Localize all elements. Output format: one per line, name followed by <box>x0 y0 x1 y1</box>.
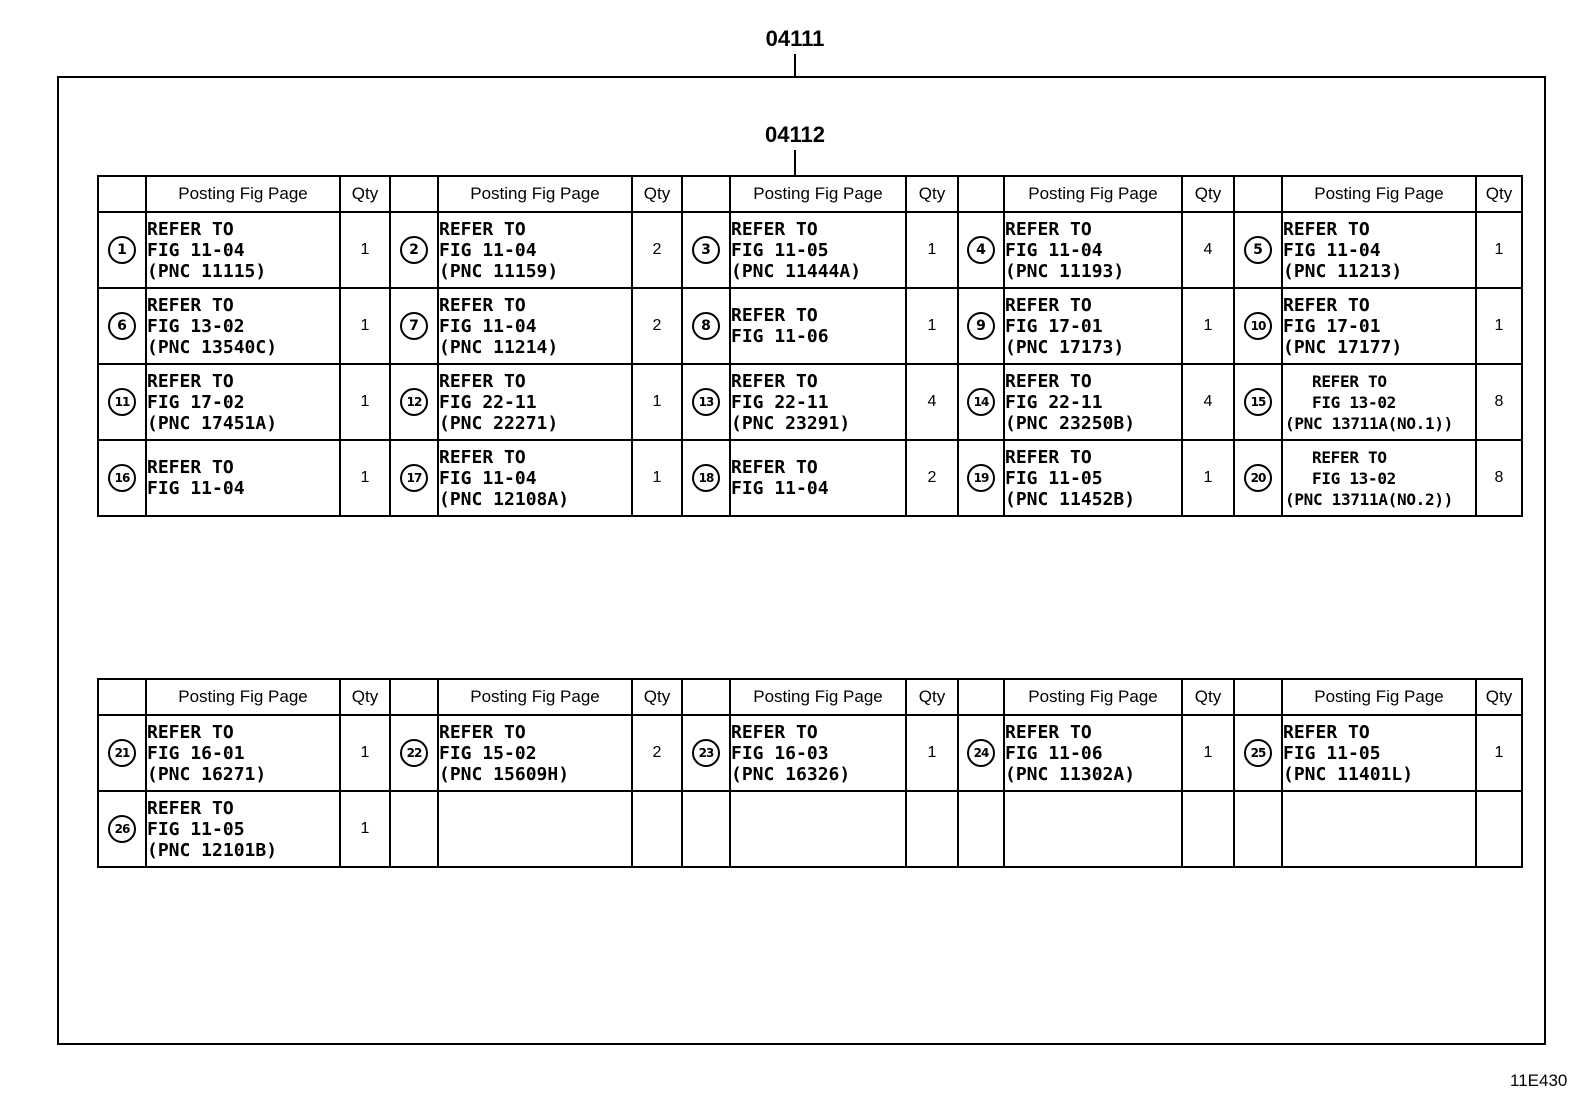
posting-fig-page-header: Posting Fig Page <box>730 679 906 715</box>
qty-value: 1 <box>360 393 370 410</box>
reference-line: FIG 11-04 <box>1283 239 1381 261</box>
reference-line: REFER TO <box>731 218 818 240</box>
reference-cell <box>1004 288 1182 364</box>
reference-line: (PNC 17173) <box>1005 336 1125 358</box>
qty-value: 1 <box>360 820 370 837</box>
blank-header-cell <box>1234 679 1282 715</box>
posting-fig-page-header: Posting Fig Page <box>1282 679 1476 715</box>
reference-line: REFER TO <box>439 446 526 468</box>
blank-header-cell <box>682 679 730 715</box>
reference-line: REFER TO <box>731 370 818 392</box>
reference-line: FIG 13-02 <box>1312 468 1396 488</box>
item-number-badge: 16 <box>108 464 136 492</box>
reference-line: REFER TO <box>1312 447 1387 467</box>
reference-line: REFER TO <box>1005 370 1092 392</box>
reference-line: (PNC 11193) <box>1005 260 1125 282</box>
item-number-badge: 1 <box>108 236 136 264</box>
reference-cell <box>1282 364 1476 440</box>
parts-table-lower <box>97 678 1523 868</box>
reference-line: FIG 13-02 <box>1312 392 1396 412</box>
item-number-badge: 25 <box>1244 739 1272 767</box>
reference-cell <box>1282 715 1476 791</box>
reference-line: FIG 16-01 <box>147 742 245 764</box>
posting-fig-page-header: Posting Fig Page <box>438 176 632 212</box>
connector-line-outer <box>794 54 796 78</box>
reference-line: REFER TO <box>1283 294 1370 316</box>
reference-line: REFER TO <box>1283 721 1370 743</box>
table-row <box>98 791 1522 867</box>
qty-value: 1 <box>1494 317 1504 334</box>
item-number-badge: 11 <box>108 388 136 416</box>
qty-cell <box>340 364 390 440</box>
reference-cell <box>730 715 906 791</box>
reference-line: REFER TO <box>147 721 234 743</box>
reference-cell <box>1004 440 1182 516</box>
qty-value: 1 <box>1203 469 1213 486</box>
reference-cell <box>146 791 340 867</box>
reference-line: REFER TO <box>1005 721 1092 743</box>
qty-header: Qty <box>632 679 682 715</box>
qty-cell <box>906 440 958 516</box>
reference-cell <box>146 288 340 364</box>
qty-header: Qty <box>340 679 390 715</box>
reference-line: REFER TO <box>1005 218 1092 240</box>
posting-fig-page-header: Posting Fig Page <box>1282 176 1476 212</box>
blank-header-cell <box>390 176 438 212</box>
item-number-badge: 10 <box>1244 312 1272 340</box>
reference-cell <box>438 440 632 516</box>
posting-fig-page-header: Posting Fig Page <box>146 679 340 715</box>
item-number-cell <box>390 715 438 791</box>
item-number-cell <box>1234 288 1282 364</box>
item-number-cell <box>98 364 146 440</box>
qty-cell <box>1476 212 1522 288</box>
qty-value: 1 <box>652 393 662 410</box>
qty-cell <box>1476 715 1522 791</box>
reference-cell <box>1004 791 1182 867</box>
qty-cell <box>1476 440 1522 516</box>
reference-line: FIG 11-06 <box>1005 742 1103 764</box>
posting-fig-page-header: Posting Fig Page <box>730 176 906 212</box>
item-number-cell <box>1234 212 1282 288</box>
qty-value: 1 <box>360 469 370 486</box>
item-number-badge: 6 <box>108 312 136 340</box>
reference-line: REFER TO <box>439 294 526 316</box>
qty-value: 2 <box>652 241 662 258</box>
reference-line: FIG 22-11 <box>1005 391 1103 413</box>
qty-value: 8 <box>1494 393 1504 410</box>
reference-line: REFER TO <box>731 305 818 326</box>
qty-value: 1 <box>927 241 937 258</box>
qty-header: Qty <box>632 176 682 212</box>
table-row <box>98 364 1522 440</box>
reference-line: (PNC 12101B) <box>147 839 278 861</box>
reference-line: (PNC 17451A) <box>147 412 278 434</box>
parts-table-upper <box>97 175 1523 517</box>
reference-line: FIG 17-01 <box>1005 315 1103 337</box>
reference-line: REFER TO <box>1283 218 1370 240</box>
reference-line: FIG 17-02 <box>147 391 245 413</box>
qty-cell <box>1182 715 1234 791</box>
item-number-badge: 2 <box>400 236 428 264</box>
qty-value: 1 <box>360 241 370 258</box>
reference-line: REFER TO <box>731 721 818 743</box>
reference-line: FIG 11-05 <box>1283 742 1381 764</box>
item-number-cell <box>98 715 146 791</box>
reference-line: REFER TO <box>439 721 526 743</box>
item-number-cell <box>958 212 1004 288</box>
item-number-cell <box>1234 791 1282 867</box>
reference-line: FIG 11-05 <box>1005 467 1103 489</box>
qty-cell <box>1182 288 1234 364</box>
qty-value: 2 <box>652 744 662 761</box>
reference-line: (PNC 11444A) <box>731 260 862 282</box>
reference-line: REFER TO <box>147 457 234 478</box>
qty-cell <box>906 715 958 791</box>
item-number-badge: 12 <box>400 388 428 416</box>
item-number-cell <box>958 364 1004 440</box>
item-number-badge: 17 <box>400 464 428 492</box>
item-number-badge: 5 <box>1244 236 1272 264</box>
qty-value: 1 <box>1203 317 1213 334</box>
reference-cell <box>1004 715 1182 791</box>
reference-line: (PNC 16326) <box>731 763 851 785</box>
blank-header-cell <box>390 679 438 715</box>
qty-cell <box>1476 791 1522 867</box>
blank-header-cell <box>958 176 1004 212</box>
qty-cell <box>906 288 958 364</box>
reference-cell <box>438 791 632 867</box>
qty-cell <box>906 364 958 440</box>
posting-fig-page-header: Posting Fig Page <box>1004 679 1182 715</box>
reference-cell <box>730 288 906 364</box>
blank-header-cell <box>1234 176 1282 212</box>
item-number-cell <box>98 212 146 288</box>
item-number-cell <box>958 715 1004 791</box>
item-number-badge: 13 <box>692 388 720 416</box>
item-number-cell <box>390 212 438 288</box>
blank-header-cell <box>98 679 146 715</box>
item-number-cell <box>390 791 438 867</box>
reference-line: REFER TO <box>731 457 818 478</box>
table-row <box>98 288 1522 364</box>
reference-cell <box>438 364 632 440</box>
item-number-cell <box>682 791 730 867</box>
reference-line: (PNC 13540C) <box>147 336 278 358</box>
qty-cell <box>340 440 390 516</box>
item-number-badge: 15 <box>1244 388 1272 416</box>
reference-line: REFER TO <box>1005 446 1092 468</box>
reference-cell <box>146 715 340 791</box>
reference-line: FIG 13-02 <box>147 315 245 337</box>
qty-header: Qty <box>1476 679 1522 715</box>
reference-line: (PNC 22271) <box>439 412 559 434</box>
reference-line: FIG 22-11 <box>439 391 537 413</box>
reference-line: REFER TO <box>439 218 526 240</box>
qty-cell <box>632 715 682 791</box>
item-number-cell <box>682 364 730 440</box>
item-number-cell <box>1234 440 1282 516</box>
reference-line: (PNC 15609H) <box>439 763 570 785</box>
qty-value: 4 <box>1203 393 1213 410</box>
reference-cell <box>730 791 906 867</box>
item-number-cell <box>390 364 438 440</box>
item-number-badge: 4 <box>967 236 995 264</box>
reference-line: REFER TO <box>147 294 234 316</box>
reference-cell <box>1004 212 1182 288</box>
table-row <box>98 715 1522 791</box>
reference-line: FIG 11-06 <box>731 326 829 347</box>
reference-line: FIG 16-03 <box>731 742 829 764</box>
reference-line: (PNC 11115) <box>147 260 267 282</box>
reference-line: FIG 11-04 <box>1005 239 1103 261</box>
reference-cell <box>730 212 906 288</box>
reference-line: (PNC 11213) <box>1283 260 1403 282</box>
qty-cell <box>340 791 390 867</box>
reference-line: (PNC 23291) <box>731 412 851 434</box>
reference-line: FIG 11-04 <box>439 239 537 261</box>
item-number-cell <box>958 791 1004 867</box>
table-row <box>98 440 1522 516</box>
item-number-badge: 7 <box>400 312 428 340</box>
reference-cell <box>730 364 906 440</box>
item-number-cell <box>958 288 1004 364</box>
item-number-badge: 20 <box>1244 464 1272 492</box>
item-number-cell <box>682 440 730 516</box>
reference-cell <box>1004 364 1182 440</box>
reference-line: FIG 22-11 <box>731 391 829 413</box>
reference-line: (PNC 16271) <box>147 763 267 785</box>
qty-cell <box>340 288 390 364</box>
item-number-cell <box>390 288 438 364</box>
qty-value: 2 <box>652 317 662 334</box>
posting-fig-page-header: Posting Fig Page <box>438 679 632 715</box>
qty-header: Qty <box>906 176 958 212</box>
qty-value: 4 <box>1203 241 1213 258</box>
qty-cell <box>906 212 958 288</box>
reference-line: (PNC 23250B) <box>1005 412 1136 434</box>
reference-line: FIG 11-04 <box>731 478 829 499</box>
item-number-badge: 14 <box>967 388 995 416</box>
qty-value: 1 <box>360 317 370 334</box>
qty-value: 1 <box>1203 744 1213 761</box>
qty-value: 1 <box>927 317 937 334</box>
reference-line: (PNC 13711A(NO.1)) <box>1285 413 1453 433</box>
reference-line: (PNC 17177) <box>1283 336 1403 358</box>
qty-value: 1 <box>652 469 662 486</box>
item-number-cell <box>958 440 1004 516</box>
qty-cell <box>632 288 682 364</box>
item-number-cell <box>390 440 438 516</box>
qty-cell <box>906 791 958 867</box>
item-number-badge: 26 <box>108 815 136 843</box>
qty-value: 1 <box>1494 744 1504 761</box>
item-number-badge: 23 <box>692 739 720 767</box>
reference-line: FIG 17-01 <box>1283 315 1381 337</box>
item-number-badge: 18 <box>692 464 720 492</box>
reference-cell <box>1282 288 1476 364</box>
reference-cell <box>146 440 340 516</box>
header-row <box>98 176 1522 212</box>
reference-line: FIG 15-02 <box>439 742 537 764</box>
item-number-cell <box>98 288 146 364</box>
reference-cell <box>438 288 632 364</box>
reference-line: FIG 11-05 <box>731 239 829 261</box>
reference-line: REFER TO <box>147 218 234 240</box>
qty-cell <box>1476 288 1522 364</box>
assembly-label-04112: 04112 <box>765 122 825 147</box>
reference-line: (PNC 11159) <box>439 260 559 282</box>
reference-cell <box>1282 212 1476 288</box>
reference-line: REFER TO <box>1005 294 1092 316</box>
qty-cell <box>632 791 682 867</box>
item-number-badge: 9 <box>967 312 995 340</box>
reference-line: REFER TO <box>147 370 234 392</box>
assembly-label-04111: 04111 <box>765 26 825 51</box>
item-number-cell <box>1234 715 1282 791</box>
reference-cell <box>438 212 632 288</box>
reference-cell <box>438 715 632 791</box>
item-number-badge: 24 <box>967 739 995 767</box>
qty-cell <box>1476 364 1522 440</box>
reference-cell <box>1282 440 1476 516</box>
qty-value: 1 <box>360 744 370 761</box>
reference-line: (PNC 11401L) <box>1283 763 1414 785</box>
reference-line: FIG 11-04 <box>439 467 537 489</box>
qty-value: 2 <box>927 469 937 486</box>
reference-line: (PNC 11452B) <box>1005 488 1136 510</box>
blank-header-cell <box>98 176 146 212</box>
reference-line: (PNC 13711A(NO.2)) <box>1285 489 1453 509</box>
item-number-badge: 3 <box>692 236 720 264</box>
reference-cell <box>146 364 340 440</box>
header-row <box>98 679 1522 715</box>
qty-header: Qty <box>906 679 958 715</box>
reference-line: (PNC 12108A) <box>439 488 570 510</box>
qty-cell <box>1182 440 1234 516</box>
qty-header: Qty <box>340 176 390 212</box>
posting-fig-page-header: Posting Fig Page <box>1004 176 1182 212</box>
reference-cell <box>730 440 906 516</box>
reference-cell <box>146 212 340 288</box>
reference-cell <box>1282 791 1476 867</box>
item-number-badge: 21 <box>108 739 136 767</box>
qty-cell <box>1182 364 1234 440</box>
illustration-code: 11E430 <box>1510 1071 1568 1090</box>
qty-header: Qty <box>1182 679 1234 715</box>
qty-value: 1 <box>927 744 937 761</box>
item-number-cell <box>1234 364 1282 440</box>
reference-line: (PNC 11214) <box>439 336 559 358</box>
item-number-badge: 22 <box>400 739 428 767</box>
item-number-cell <box>682 715 730 791</box>
reference-line: REFER TO <box>439 370 526 392</box>
qty-cell <box>632 440 682 516</box>
reference-line: FIG 11-04 <box>439 315 537 337</box>
item-number-cell <box>682 212 730 288</box>
qty-header: Qty <box>1182 176 1234 212</box>
item-number-cell <box>98 440 146 516</box>
qty-cell <box>1182 212 1234 288</box>
reference-line: REFER TO <box>1312 371 1387 391</box>
qty-value: 8 <box>1494 469 1504 486</box>
reference-line: FIG 11-04 <box>147 239 245 261</box>
item-number-cell <box>682 288 730 364</box>
qty-value: 4 <box>927 393 937 410</box>
blank-header-cell <box>958 679 1004 715</box>
table-row <box>98 212 1522 288</box>
qty-cell <box>632 364 682 440</box>
item-number-cell <box>98 791 146 867</box>
qty-header: Qty <box>1476 176 1522 212</box>
qty-cell <box>340 715 390 791</box>
reference-line: FIG 11-04 <box>147 478 245 499</box>
reference-line: REFER TO <box>147 797 234 819</box>
blank-header-cell <box>682 176 730 212</box>
reference-line: (PNC 11302A) <box>1005 763 1136 785</box>
reference-line: FIG 11-05 <box>147 818 245 840</box>
item-number-badge: 8 <box>692 312 720 340</box>
qty-cell <box>632 212 682 288</box>
posting-fig-page-header: Posting Fig Page <box>146 176 340 212</box>
qty-value: 1 <box>1494 241 1504 258</box>
connector-line-inner <box>794 150 796 176</box>
item-number-badge: 19 <box>967 464 995 492</box>
qty-cell <box>1182 791 1234 867</box>
qty-cell <box>340 212 390 288</box>
